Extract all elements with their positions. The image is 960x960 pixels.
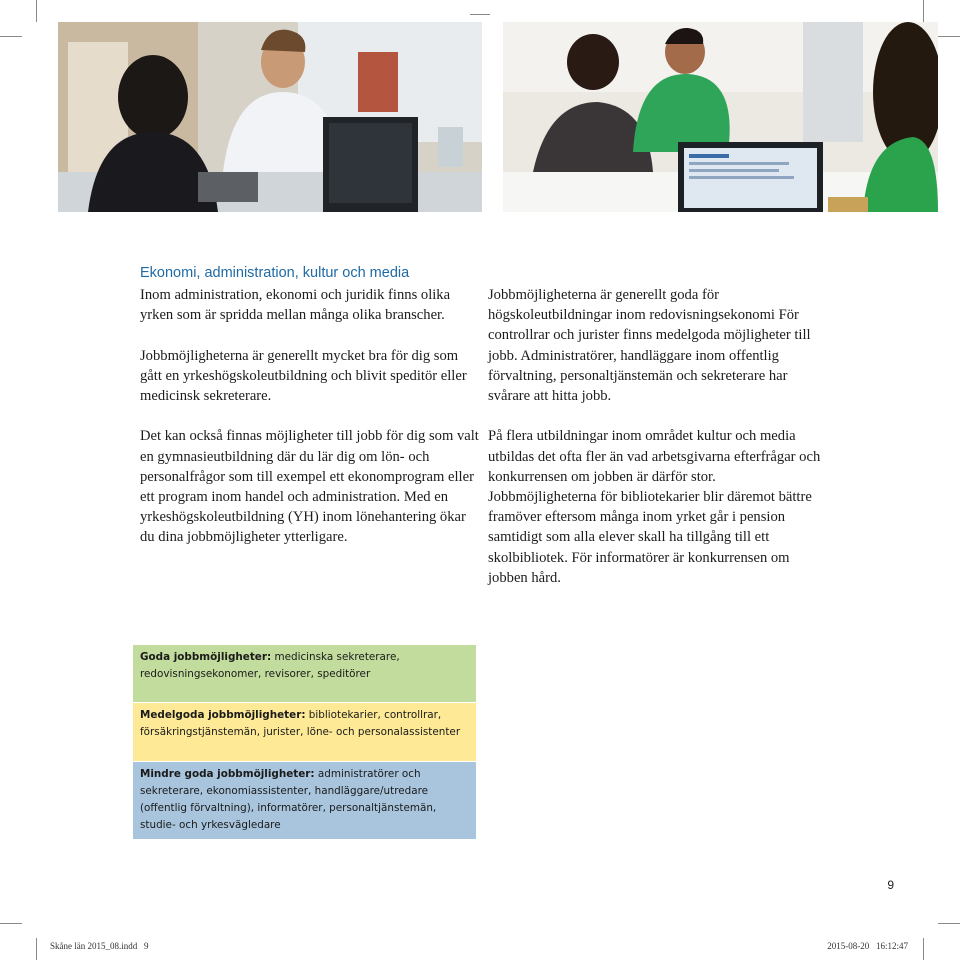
students-laptop-photo: [503, 22, 938, 212]
crop-mark-top-right-h: [938, 36, 960, 37]
footer-timestamp: 2015-08-20 16:12:47: [827, 941, 908, 951]
left-paragraph-3: Det kan också finnas möjligheter till jobb för dig som valt en gymnasieutbildning där du lär dig om lön- och personalfrågor som till exempel ett ekonomprogram eller ett program inom handel och administration. Med en yrkeshögskoleutbildning (YH) inom lönehantering ökar du dina jobbmöjligheter ytterligare.: [140, 428, 479, 546]
crop-mark-top-left-h: [0, 36, 22, 37]
weak-prospects-label: Mindre goda jobbmöjligheter:: [140, 768, 315, 780]
crop-mark-bottom-right-h: [938, 923, 960, 924]
weak-prospects-text: administratörer och sekreterare, ekonomiassistenter, handläggare/utredare (offentlig förvaltning), informatörer, personaltjänstemän, studie- och yrkesvägledare: [140, 768, 437, 831]
crop-mark-bottom-right: [923, 938, 924, 960]
weak-prospects-box: [133, 762, 476, 839]
good-prospects-text: medicinska sekreterare, redovisningsekonomer, revisorer, speditörer: [140, 651, 400, 680]
medium-prospects-label: Medelgoda jobbmöjligheter:: [140, 709, 306, 721]
right-paragraph-1: Jobbmöjligheterna är generellt goda för högskoleutbildningar inom redovisningsekonomi För controllrar och jurister finns medelgoda möjligheter till jobb. Administratörer, handläggare inom offentlig förvaltning, personaltjänstemän och sekreterare har svårare att hitta jobb.: [488, 287, 811, 405]
crop-mark-bottom-left: [36, 938, 37, 960]
crop-mark-top-center: [470, 14, 490, 15]
footer-file-info: Skåne län 2015_08.indd 9: [50, 941, 149, 951]
right-text-column: [488, 285, 824, 608]
good-prospects-box: [133, 645, 476, 702]
medium-prospects-text: bibliotekarier, controllrar, försäkringstjänstemän, jurister, löne- och personalassistenter: [140, 709, 461, 738]
crop-mark-top-left: [36, 0, 37, 22]
page-number: 9: [887, 878, 894, 892]
crop-mark-bottom-left-h: [0, 923, 22, 924]
good-prospects-label: Goda jobbmöjligheter:: [140, 651, 272, 663]
section-heading: Ekonomi, administration, kultur och media: [140, 265, 410, 281]
right-paragraph-2: På flera utbildningar inom området kultur och media utbildas det ofta fler än vad arbetsgivarna efterfrågar och konkurrensen om jobben är därför stor. Jobbmöjligheterna för bibliotekarier blir däremot bättre framöver eftersom många inom yrket går i pension samtidigt som alla elever skall ha tillgång till ett skolbibliotek. För informatörer är konkurrensen om jobben hård.: [488, 428, 821, 586]
left-paragraph-2: Jobbmöjligheterna är generellt mycket bra för dig som gått en yrkeshögskoleutbildning och blivit speditör eller medicinsk sekreterare.: [140, 347, 467, 404]
left-text-column: [140, 285, 480, 568]
crop-mark-top-right: [923, 0, 924, 22]
left-paragraph-1: Inom administration, ekonomi och juridik finns olika yrken som är spridda mellan många olika branscher.: [140, 287, 451, 324]
office-meeting-photo: [58, 22, 482, 212]
medium-prospects-box: [133, 703, 476, 761]
